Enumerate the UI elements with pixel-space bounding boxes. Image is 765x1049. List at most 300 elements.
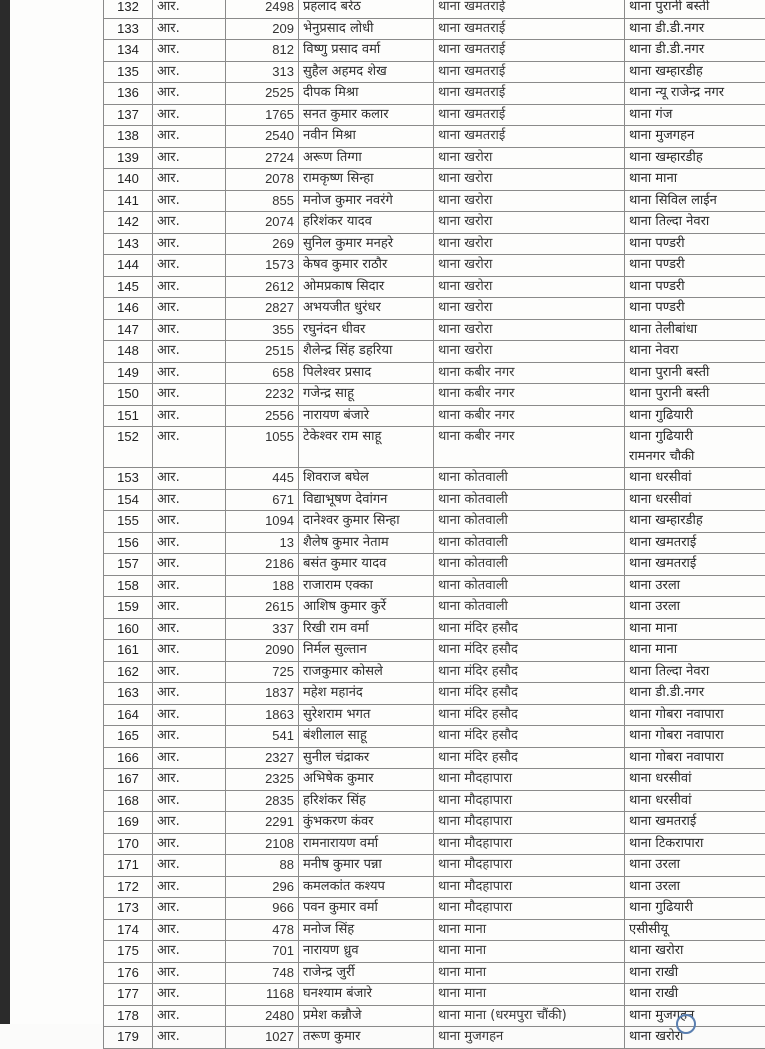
rank-cell: आर.	[153, 104, 226, 126]
to-station-cell: थाना राखी	[625, 962, 765, 984]
serial-number-cell: 173	[104, 898, 153, 920]
rank-cell: आर.	[153, 618, 226, 640]
from-station-cell: थाना खरोरा	[434, 233, 625, 255]
serial-number-cell: 153	[104, 468, 153, 490]
name-cell: बसंत कुमार यादव	[299, 554, 434, 576]
badge-number-cell: 2515	[226, 341, 299, 363]
name-cell: रिखी राम वर्मा	[299, 618, 434, 640]
badge-number-cell: 2724	[226, 147, 299, 169]
rank-cell: आर.	[153, 640, 226, 662]
badge-number-cell: 188	[226, 575, 299, 597]
badge-number-cell: 337	[226, 618, 299, 640]
badge-number-cell: 2078	[226, 169, 299, 191]
badge-number-cell: 2090	[226, 640, 299, 662]
serial-number-cell: 139	[104, 147, 153, 169]
table-row	[104, 661, 765, 683]
serial-number-cell: 179	[104, 1027, 153, 1049]
table-row	[104, 747, 765, 769]
badge-number-cell: 2108	[226, 833, 299, 855]
badge-number-cell: 671	[226, 489, 299, 511]
from-station-cell: थाना खरोरा	[434, 169, 625, 191]
badge-number-cell: 2074	[226, 212, 299, 234]
table-row	[104, 704, 765, 726]
table-row	[104, 126, 765, 148]
to-station-cell: थाना खरोरा	[625, 1027, 765, 1049]
name-cell: हरिशंकर यादव	[299, 212, 434, 234]
from-station-cell: थाना खमतराई	[434, 40, 625, 62]
table-row	[104, 341, 765, 363]
from-station-cell: थाना खरोरा	[434, 319, 625, 341]
from-station-cell: थाना मौदहापारा	[434, 769, 625, 791]
serial-number-cell: 158	[104, 575, 153, 597]
to-station-cell: थाना पण्डरी	[625, 276, 765, 298]
from-station-cell: थाना कोतवाली	[434, 575, 625, 597]
from-station-cell: थाना मंदिर हसौद	[434, 640, 625, 662]
to-station-cell: थाना उरला	[625, 597, 765, 619]
from-station-cell: थाना कोतवाली	[434, 597, 625, 619]
name-cell: विद्याभूषण देवांगन	[299, 489, 434, 511]
rank-cell: आर.	[153, 18, 226, 40]
from-station-cell: थाना खरोरा	[434, 298, 625, 320]
serial-number-cell: 162	[104, 661, 153, 683]
rank-cell: आर.	[153, 769, 226, 791]
to-station-cell: थाना गोबरा नवापारा	[625, 747, 765, 769]
from-station-cell: थाना खमतराई	[434, 126, 625, 148]
from-station-cell: थाना मंदिर हसौद	[434, 618, 625, 640]
from-station-cell: थाना मंदिर हसौद	[434, 704, 625, 726]
name-cell: सुनील चंद्राकर	[299, 747, 434, 769]
table-row	[104, 618, 765, 640]
table-row	[104, 1027, 765, 1049]
badge-number-cell: 269	[226, 233, 299, 255]
table-row	[104, 169, 765, 191]
to-station-cell: थाना मुजगहन	[625, 1005, 765, 1027]
name-cell: प्रमेश कन्नौजे	[299, 1005, 434, 1027]
badge-number-cell: 658	[226, 362, 299, 384]
serial-number-cell: 147	[104, 319, 153, 341]
serial-number-cell: 152	[104, 427, 153, 468]
from-station-cell: थाना माना	[434, 919, 625, 941]
to-station-cell: थाना पुरानी बस्ती	[625, 384, 765, 406]
badge-number-cell: 966	[226, 898, 299, 920]
rank-cell: आर.	[153, 511, 226, 533]
table-row	[104, 1005, 765, 1027]
to-station-cell: थाना माना	[625, 169, 765, 191]
to-station-cell: थाना खम्हारडीह	[625, 511, 765, 533]
badge-number-cell: 1863	[226, 704, 299, 726]
rank-cell: आर.	[153, 812, 226, 834]
name-cell: टेकेश्वर राम साहू	[299, 427, 434, 468]
table-row	[104, 255, 765, 277]
rank-cell: आर.	[153, 747, 226, 769]
name-cell: मनोज कुमार नवरंगे	[299, 190, 434, 212]
from-station-cell: थाना खमतराई	[434, 0, 625, 18]
rank-cell: आर.	[153, 61, 226, 83]
badge-number-cell: 445	[226, 468, 299, 490]
serial-number-cell: 143	[104, 233, 153, 255]
table-row	[104, 962, 765, 984]
name-cell: केषव कुमार राठौर	[299, 255, 434, 277]
name-cell: राजकुमार कोसले	[299, 661, 434, 683]
serial-number-cell: 161	[104, 640, 153, 662]
serial-number-cell: 146	[104, 298, 153, 320]
from-station-cell: थाना माना (धरमपुरा चौंकी)	[434, 1005, 625, 1027]
table-row	[104, 640, 765, 662]
name-cell: अरूण तिग्गा	[299, 147, 434, 169]
serial-number-cell: 160	[104, 618, 153, 640]
from-station-cell: थाना कबीर नगर	[434, 405, 625, 427]
table-body	[104, 0, 765, 1048]
from-station-cell: थाना खरोरा	[434, 276, 625, 298]
rank-cell: आर.	[153, 790, 226, 812]
to-station-cell: थाना धरसीवां	[625, 769, 765, 791]
rank-cell: आर.	[153, 341, 226, 363]
serial-number-cell: 157	[104, 554, 153, 576]
table-row	[104, 147, 765, 169]
from-station-cell: थाना माना	[434, 962, 625, 984]
badge-number-cell: 2325	[226, 769, 299, 791]
to-station-line-2: रामनगर चौकी	[629, 447, 765, 467]
rank-cell: आर.	[153, 704, 226, 726]
table-row	[104, 83, 765, 105]
badge-number-cell: 209	[226, 18, 299, 40]
rank-cell: आर.	[153, 298, 226, 320]
badge-number-cell: 855	[226, 190, 299, 212]
badge-number-cell: 701	[226, 941, 299, 963]
name-cell: प्रहलाद बरेठ	[299, 0, 434, 18]
from-station-cell: थाना खमतराई	[434, 104, 625, 126]
rank-cell: आर.	[153, 405, 226, 427]
name-cell: सुरेशराम भगत	[299, 704, 434, 726]
serial-number-cell: 137	[104, 104, 153, 126]
from-station-cell: थाना मंदिर हसौद	[434, 747, 625, 769]
name-cell: नारायण बंजारे	[299, 405, 434, 427]
table-row	[104, 876, 765, 898]
from-station-cell: थाना मौदहापारा	[434, 898, 625, 920]
to-station-cell: थाना धरसीवां	[625, 468, 765, 490]
rank-cell: आर.	[153, 876, 226, 898]
badge-number-cell: 2291	[226, 812, 299, 834]
serial-number-cell: 151	[104, 405, 153, 427]
name-cell: घनश्याम बंजारे	[299, 984, 434, 1006]
rank-cell: आर.	[153, 984, 226, 1006]
table-row	[104, 511, 765, 533]
rank-cell: आर.	[153, 855, 226, 877]
from-station-cell: थाना माना	[434, 984, 625, 1006]
from-station-cell: थाना कोतवाली	[434, 554, 625, 576]
table-row	[104, 61, 765, 83]
name-cell: तरूण कुमार	[299, 1027, 434, 1049]
rank-cell: आर.	[153, 1027, 226, 1049]
name-cell: पिलेश्वर प्रसाद	[299, 362, 434, 384]
badge-number-cell: 478	[226, 919, 299, 941]
rank-cell: आर.	[153, 427, 226, 468]
name-cell: कमलकांत कश्यप	[299, 876, 434, 898]
from-station-cell: थाना कबीर नगर	[434, 427, 625, 468]
to-station-cell: थाना तिल्दा नेवरा	[625, 212, 765, 234]
from-station-cell: थाना माना	[434, 941, 625, 963]
badge-number-cell: 313	[226, 61, 299, 83]
serial-number-cell: 170	[104, 833, 153, 855]
badge-number-cell: 2835	[226, 790, 299, 812]
transfer-table	[103, 0, 765, 1049]
name-cell: ओमप्रकाष सिदार	[299, 276, 434, 298]
left-dark-margin	[0, 0, 10, 1024]
name-cell: सुनिल कुमार मनहरे	[299, 233, 434, 255]
serial-number-cell: 156	[104, 532, 153, 554]
badge-number-cell: 725	[226, 661, 299, 683]
rank-cell: आर.	[153, 532, 226, 554]
table-row	[104, 855, 765, 877]
table-row	[104, 941, 765, 963]
serial-number-cell: 136	[104, 83, 153, 105]
table-row	[104, 427, 765, 468]
to-station-cell: थाना डी.डी.नगर	[625, 40, 765, 62]
to-station-cell: थाना खरोरा	[625, 941, 765, 963]
table-row	[104, 597, 765, 619]
table-row	[104, 18, 765, 40]
name-cell: मनोज सिंह	[299, 919, 434, 941]
serial-number-cell: 150	[104, 384, 153, 406]
serial-number-cell: 141	[104, 190, 153, 212]
name-cell: राजेन्द्र जुर्री	[299, 962, 434, 984]
badge-number-cell: 88	[226, 855, 299, 877]
to-station-cell: थाना राखी	[625, 984, 765, 1006]
badge-number-cell: 2232	[226, 384, 299, 406]
rank-cell: आर.	[153, 554, 226, 576]
rank-cell: आर.	[153, 276, 226, 298]
name-cell: शैलेष कुमार नेताम	[299, 532, 434, 554]
name-cell: कुंभकरण कंवर	[299, 812, 434, 834]
name-cell: सुहैल अहमद शेख	[299, 61, 434, 83]
from-station-cell: थाना मंदिर हसौद	[434, 661, 625, 683]
from-station-cell: थाना मंदिर हसौद	[434, 726, 625, 748]
to-station-cell	[625, 427, 765, 468]
serial-number-cell: 149	[104, 362, 153, 384]
serial-number-cell: 167	[104, 769, 153, 791]
to-station-cell: थाना खमतराई	[625, 532, 765, 554]
to-station-cell: थाना सिविल लाईन	[625, 190, 765, 212]
table-row	[104, 919, 765, 941]
to-station-cell: थाना धरसीवां	[625, 489, 765, 511]
table-row	[104, 276, 765, 298]
rank-cell: आर.	[153, 898, 226, 920]
rank-cell: आर.	[153, 255, 226, 277]
name-cell: नारायण ध्रुव	[299, 941, 434, 963]
serial-number-cell: 133	[104, 18, 153, 40]
badge-number-cell: 1765	[226, 104, 299, 126]
from-station-cell: थाना खरोरा	[434, 341, 625, 363]
table-row	[104, 384, 765, 406]
from-station-cell: थाना कोतवाली	[434, 532, 625, 554]
to-station-cell: थाना खम्हारडीह	[625, 147, 765, 169]
rank-cell: आर.	[153, 0, 226, 18]
to-station-cell: थाना गुढियारी	[625, 898, 765, 920]
to-station-cell: थाना न्यू राजेन्द्र नगर	[625, 83, 765, 105]
to-station-cell: थाना मुजगहन	[625, 126, 765, 148]
table-row	[104, 769, 765, 791]
serial-number-cell: 140	[104, 169, 153, 191]
table-row	[104, 575, 765, 597]
table-row	[104, 833, 765, 855]
to-station-cell: थाना गोबरा नवापारा	[625, 704, 765, 726]
rank-cell: आर.	[153, 147, 226, 169]
badge-number-cell: 541	[226, 726, 299, 748]
serial-number-cell: 175	[104, 941, 153, 963]
badge-number-cell: 2615	[226, 597, 299, 619]
name-cell: महेश महानंद	[299, 683, 434, 705]
table-row	[104, 405, 765, 427]
serial-number-cell: 159	[104, 597, 153, 619]
name-cell: राजाराम एक्का	[299, 575, 434, 597]
rank-cell: आर.	[153, 83, 226, 105]
name-cell: दानेश्वर कुमार सिन्हा	[299, 511, 434, 533]
table-row	[104, 790, 765, 812]
name-cell: गजेन्द्र साहू	[299, 384, 434, 406]
from-station-cell: थाना मौदहापारा	[434, 833, 625, 855]
serial-number-cell: 148	[104, 341, 153, 363]
serial-number-cell: 172	[104, 876, 153, 898]
name-cell: शिवराज बघेल	[299, 468, 434, 490]
rank-cell: आर.	[153, 941, 226, 963]
badge-number-cell: 2186	[226, 554, 299, 576]
serial-number-cell: 142	[104, 212, 153, 234]
to-station-cell: थाना उरला	[625, 855, 765, 877]
serial-number-cell: 145	[104, 276, 153, 298]
to-station-cell: थाना उरला	[625, 876, 765, 898]
to-station-cell: थाना खमतराई	[625, 812, 765, 834]
badge-number-cell: 296	[226, 876, 299, 898]
serial-number-cell: 177	[104, 984, 153, 1006]
serial-number-cell: 144	[104, 255, 153, 277]
table-row	[104, 319, 765, 341]
serial-number-cell: 168	[104, 790, 153, 812]
from-station-cell: थाना खमतराई	[434, 18, 625, 40]
to-station-cell: थाना पण्डरी	[625, 298, 765, 320]
badge-number-cell: 748	[226, 962, 299, 984]
rank-cell: आर.	[153, 597, 226, 619]
to-station-cell: थाना खम्हारडीह	[625, 61, 765, 83]
to-station-cell: थाना माना	[625, 618, 765, 640]
serial-number-cell: 163	[104, 683, 153, 705]
table-row	[104, 212, 765, 234]
name-cell: हरिशंकर सिंह	[299, 790, 434, 812]
name-cell: विष्णु प्रसाद वर्मा	[299, 40, 434, 62]
from-station-cell: थाना खरोरा	[434, 255, 625, 277]
table-row	[104, 298, 765, 320]
name-cell: रामनारायण वर्मा	[299, 833, 434, 855]
from-station-cell: थाना खमतराई	[434, 83, 625, 105]
to-station-cell: थाना गोबरा नवापारा	[625, 726, 765, 748]
to-station-cell: थाना गुढियारी	[625, 405, 765, 427]
table-row	[104, 726, 765, 748]
serial-number-cell: 169	[104, 812, 153, 834]
name-cell: रामकृष्ण सिन्हा	[299, 169, 434, 191]
table-row	[104, 40, 765, 62]
rank-cell: आर.	[153, 919, 226, 941]
serial-number-cell: 164	[104, 704, 153, 726]
serial-number-cell: 138	[104, 126, 153, 148]
rank-cell: आर.	[153, 319, 226, 341]
to-station-cell: थाना डी.डी.नगर	[625, 18, 765, 40]
rank-cell: आर.	[153, 962, 226, 984]
rank-cell: आर.	[153, 575, 226, 597]
badge-number-cell: 355	[226, 319, 299, 341]
rank-cell: आर.	[153, 233, 226, 255]
from-station-cell: थाना कबीर नगर	[434, 384, 625, 406]
to-station-cell: थाना खमतराई	[625, 554, 765, 576]
rank-cell: आर.	[153, 468, 226, 490]
serial-number-cell: 166	[104, 747, 153, 769]
from-station-cell: थाना मुजगहन	[434, 1027, 625, 1049]
table-row	[104, 190, 765, 212]
rank-cell: आर.	[153, 190, 226, 212]
name-cell: अभयजीत धुरंधर	[299, 298, 434, 320]
to-station-cell: थाना तेलीबांधा	[625, 319, 765, 341]
rank-cell: आर.	[153, 661, 226, 683]
name-cell: सनत कुमार कलार	[299, 104, 434, 126]
from-station-cell: थाना मौदहापारा	[434, 855, 625, 877]
from-station-cell: थाना मौदहापारा	[434, 876, 625, 898]
badge-number-cell: 2525	[226, 83, 299, 105]
to-station-cell: थाना माना	[625, 640, 765, 662]
name-cell: निर्मल सुल्तान	[299, 640, 434, 662]
table-row	[104, 0, 765, 18]
to-station-cell: थाना टिकरापारा	[625, 833, 765, 855]
rank-cell: आर.	[153, 489, 226, 511]
from-station-cell: थाना मौदहापारा	[434, 812, 625, 834]
serial-number-cell: 165	[104, 726, 153, 748]
rank-cell: आर.	[153, 726, 226, 748]
to-station-cell: थाना नेवरा	[625, 341, 765, 363]
to-station-cell: थाना पण्डरी	[625, 233, 765, 255]
name-cell: नवीन मिश्रा	[299, 126, 434, 148]
serial-number-cell: 154	[104, 489, 153, 511]
table-row	[104, 984, 765, 1006]
badge-number-cell: 1027	[226, 1027, 299, 1049]
name-cell: भेनुप्रसाद लोधी	[299, 18, 434, 40]
table-row	[104, 104, 765, 126]
name-cell: मनीष कुमार पन्ना	[299, 855, 434, 877]
table-row	[104, 898, 765, 920]
serial-number-cell: 174	[104, 919, 153, 941]
name-cell: रघुनंदन धीवर	[299, 319, 434, 341]
badge-number-cell: 2540	[226, 126, 299, 148]
rank-cell: आर.	[153, 40, 226, 62]
from-station-cell: थाना कोतवाली	[434, 489, 625, 511]
badge-number-cell: 2556	[226, 405, 299, 427]
to-station-cell: थाना पुरानी बस्ती	[625, 0, 765, 18]
badge-number-cell: 13	[226, 532, 299, 554]
table-row	[104, 468, 765, 490]
serial-number-cell: 155	[104, 511, 153, 533]
to-station-cell: थाना तिल्दा नेवरा	[625, 661, 765, 683]
rank-cell: आर.	[153, 212, 226, 234]
serial-number-cell: 134	[104, 40, 153, 62]
from-station-cell: थाना खमतराई	[434, 61, 625, 83]
table-row	[104, 532, 765, 554]
rank-cell: आर.	[153, 833, 226, 855]
badge-number-cell: 2827	[226, 298, 299, 320]
from-station-cell: थाना कबीर नगर	[434, 362, 625, 384]
serial-number-cell: 132	[104, 0, 153, 18]
to-station-cell: थाना डी.डी.नगर	[625, 683, 765, 705]
name-cell: शैलेन्द्र सिंह डहरिया	[299, 341, 434, 363]
badge-number-cell: 1573	[226, 255, 299, 277]
to-station-cell: थाना पण्डरी	[625, 255, 765, 277]
badge-number-cell: 2612	[226, 276, 299, 298]
to-station-cell: एसीसीयू	[625, 919, 765, 941]
